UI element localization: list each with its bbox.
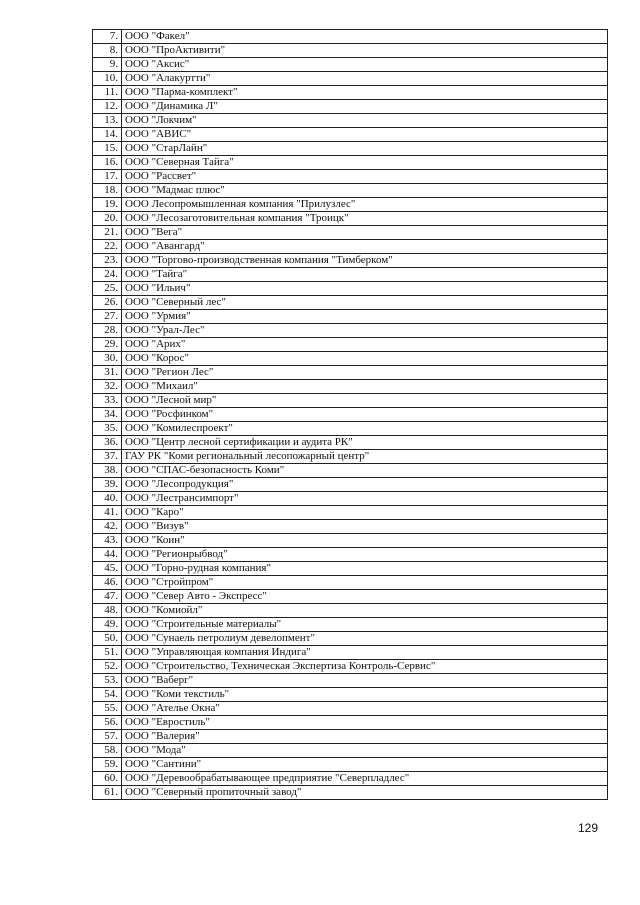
table-row [93,632,608,646]
row-number: 14. [93,128,122,142]
organization-name: ООО "Мода" [122,744,608,758]
organization-name: ООО "Центр лесной сертификации и аудита РК" [122,436,608,450]
organization-name: ООО "Валерия" [122,730,608,744]
organization-name: ООО "Северный пропиточный завод" [122,786,608,800]
organization-name: ООО "Каро" [122,506,608,520]
organization-name: ООО "Стройпром" [122,576,608,590]
organization-name: ООО "СтарЛайн" [122,142,608,156]
row-number: 23. [93,254,122,268]
row-number: 59. [93,758,122,772]
organization-name: ООО "Корос" [122,352,608,366]
table-row [93,338,608,352]
table-row [93,646,608,660]
row-number: 52. [93,660,122,674]
row-number: 30. [93,352,122,366]
table-row [93,156,608,170]
table-row [93,366,608,380]
organization-name: ООО "Лесозаготовительная компания "Троицк" [122,212,608,226]
table-row [93,198,608,212]
row-number: 17. [93,170,122,184]
table-row [93,464,608,478]
row-number: 54. [93,688,122,702]
row-number: 50. [93,632,122,646]
row-number: 33. [93,394,122,408]
organization-name: ООО "Мадмас плюс" [122,184,608,198]
row-number: 25. [93,282,122,296]
row-number: 40. [93,492,122,506]
row-number: 15. [93,142,122,156]
table-row [93,254,608,268]
organization-name: ООО "Коин" [122,534,608,548]
organization-name: ООО "Ваберг" [122,674,608,688]
table-row [93,100,608,114]
table-row [93,422,608,436]
organization-name: ООО "Росфинком" [122,408,608,422]
table-row [93,310,608,324]
table-row [93,142,608,156]
row-number: 39. [93,478,122,492]
organization-name: ООО "Лестрансимпорт" [122,492,608,506]
table-row [93,702,608,716]
table-row [93,226,608,240]
row-number: 55. [93,702,122,716]
table-row [93,716,608,730]
table-row [93,744,608,758]
row-number: 12. [93,100,122,114]
organization-name: ООО "Лесной мир" [122,394,608,408]
row-number: 45. [93,562,122,576]
organization-name: ООО "Авангард" [122,240,608,254]
table-row [93,170,608,184]
organization-name: ООО "Евростиль" [122,716,608,730]
table-row [93,688,608,702]
row-number: 48. [93,604,122,618]
table-row [93,352,608,366]
organization-name: ООО "Северный лес" [122,296,608,310]
table-row [93,548,608,562]
row-number: 22. [93,240,122,254]
table-row [93,576,608,590]
organization-name: ООО "Аксис" [122,58,608,72]
organization-name: ООО "Арих" [122,338,608,352]
organizations-table [92,29,608,800]
table-row [93,772,608,786]
table-row [93,114,608,128]
row-number: 31. [93,366,122,380]
row-number: 47. [93,590,122,604]
table-row [93,240,608,254]
organization-name: ООО "Строительство, Техническая Экспертиза Контроль-Сервис" [122,660,608,674]
table-row [93,618,608,632]
row-number: 13. [93,114,122,128]
table-row [93,44,608,58]
organization-name: ООО "АВИС" [122,128,608,142]
row-number: 10. [93,72,122,86]
table-row [93,590,608,604]
organization-name: ООО "Северная Тайга" [122,156,608,170]
table-row [93,758,608,772]
organization-name: ООО "Визув" [122,520,608,534]
table-row [93,128,608,142]
row-number: 21. [93,226,122,240]
row-number: 44. [93,548,122,562]
row-number: 18. [93,184,122,198]
organization-name: ООО "Регионрыбвод" [122,548,608,562]
table-row [93,436,608,450]
organization-name: ООО "Ателье Окна" [122,702,608,716]
organization-name: ООО "Локчим" [122,114,608,128]
organization-name: ООО "Сунаель петролиум девелопмент" [122,632,608,646]
table-row [93,296,608,310]
organization-name: ООО "Рассвет" [122,170,608,184]
organization-name: ООО "Строительные материалы" [122,618,608,632]
table-row [93,58,608,72]
table-row [93,30,608,44]
table-row [93,534,608,548]
organization-name: ООО "Парма-комплект" [122,86,608,100]
table-row [93,212,608,226]
row-number: 35. [93,422,122,436]
row-number: 26. [93,296,122,310]
organizations-table-body [93,30,608,800]
row-number: 8. [93,44,122,58]
row-number: 20. [93,212,122,226]
table-row [93,282,608,296]
row-number: 19. [93,198,122,212]
row-number: 60. [93,772,122,786]
row-number: 7. [93,30,122,44]
table-row [93,268,608,282]
row-number: 29. [93,338,122,352]
row-number: 9. [93,58,122,72]
table-row [93,730,608,744]
organization-name: ООО "Динамика Л" [122,100,608,114]
row-number: 37. [93,450,122,464]
organization-name: ООО "Управляющая компания Индига" [122,646,608,660]
organization-name: ООО "Лесопродукция" [122,478,608,492]
organization-name: ООО "Вега" [122,226,608,240]
organization-name: ООО "Горно-рудная компания" [122,562,608,576]
row-number: 57. [93,730,122,744]
table-row [93,674,608,688]
table-row [93,450,608,464]
page-number: 129 [578,821,599,835]
table-row [93,506,608,520]
row-number: 46. [93,576,122,590]
organization-name: ООО "Урмия" [122,310,608,324]
table-row [93,492,608,506]
table-row [93,72,608,86]
organization-name: ООО "ПроАктивити" [122,44,608,58]
organization-name: ООО "Комиойл" [122,604,608,618]
row-number: 53. [93,674,122,688]
organization-name: ООО Лесопромышленная компания "Прилузлес" [122,198,608,212]
table-row [93,520,608,534]
row-number: 36. [93,436,122,450]
table-row [93,408,608,422]
row-number: 11. [93,86,122,100]
row-number: 28. [93,324,122,338]
table-row [93,786,608,800]
row-number: 32. [93,380,122,394]
row-number: 34. [93,408,122,422]
organization-name: ООО "Торгово-производственная компания "Тимберком" [122,254,608,268]
table-row [93,660,608,674]
row-number: 16. [93,156,122,170]
row-number: 43. [93,534,122,548]
row-number: 61. [93,786,122,800]
organization-name: ООО "Ильич" [122,282,608,296]
table-row [93,394,608,408]
organization-name: ООО "Урал-Лес" [122,324,608,338]
organization-name: ООО "Деревообрабатывающее предприятие "Северпладлес" [122,772,608,786]
organization-name: ООО "Тайга" [122,268,608,282]
row-number: 56. [93,716,122,730]
organization-name: ООО "Факел" [122,30,608,44]
organization-name: ООО "Коми текстиль" [122,688,608,702]
table-row [93,324,608,338]
organization-name: ООО "Север Авто - Экспресс" [122,590,608,604]
row-number: 41. [93,506,122,520]
table-row [93,380,608,394]
table-row [93,562,608,576]
table-row [93,86,608,100]
organization-name: ООО "Михаил" [122,380,608,394]
organization-name: ООО "Алакуртти" [122,72,608,86]
row-number: 38. [93,464,122,478]
row-number: 49. [93,618,122,632]
organization-name: ГАУ РК "Коми региональный лесопожарный центр" [122,450,608,464]
table-row [93,604,608,618]
row-number: 51. [93,646,122,660]
organization-name: ООО "Регион Лес" [122,366,608,380]
table-row [93,478,608,492]
organization-name: ООО "Сантини" [122,758,608,772]
row-number: 27. [93,310,122,324]
organization-name: ООО "СПАС-безопасность Коми" [122,464,608,478]
table-row [93,184,608,198]
row-number: 24. [93,268,122,282]
row-number: 58. [93,744,122,758]
organization-name: ООО "Комилеспроект" [122,422,608,436]
row-number: 42. [93,520,122,534]
